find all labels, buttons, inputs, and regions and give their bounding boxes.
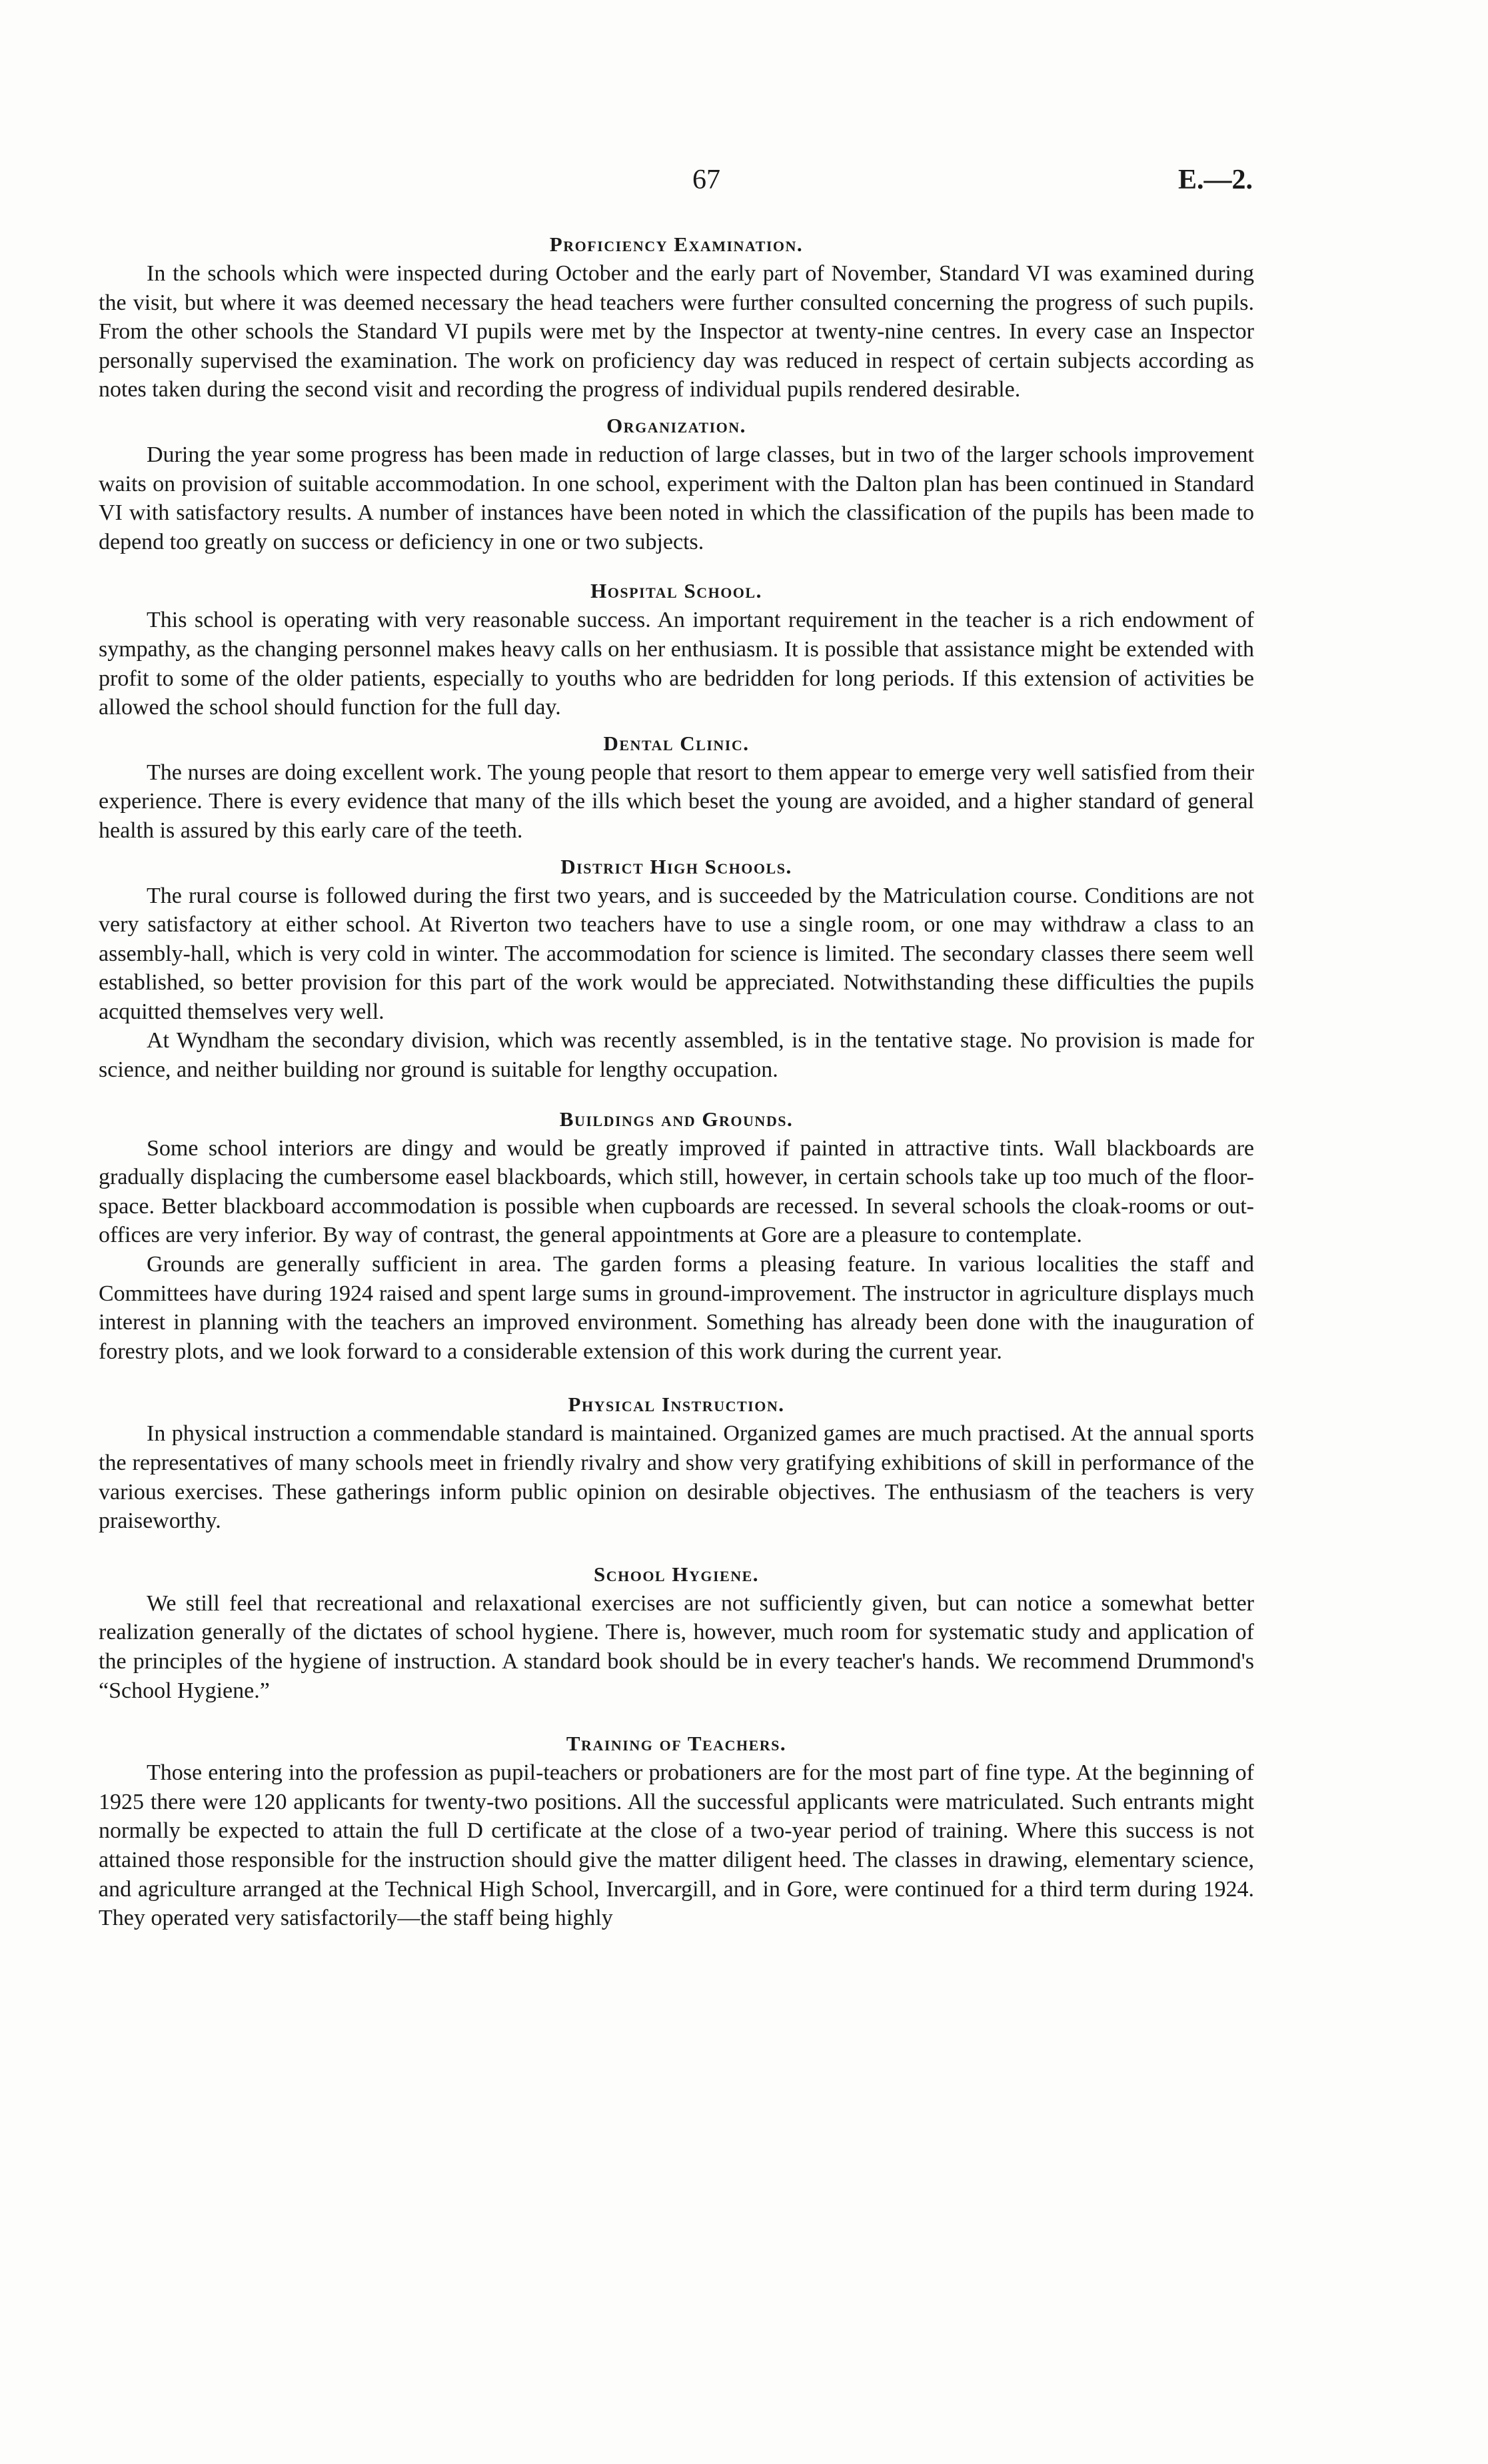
section-heading: Physical Instruction.	[568, 1393, 785, 1417]
section-school-hygiene	[99, 1560, 1254, 1705]
section-heading: Training of Teachers.	[566, 1732, 787, 1756]
paragraph: During the year some progress has been made in reduction of large classes, but in two of the larger schools improvement waits on provision of suitable accommodation. In one school, experiment with the Dalton plan has been continued in Standard VI with satisfactory results. A number of instances have been noted in which the classification of the pupils has been made to depend too greatly on success or deficiency in one or two subjects.	[99, 442, 1254, 554]
paragraph: Those entering into the profession as pupil-teachers or probationers are for the most part of fine type. At the beginning of 1925 there were 120 applicants for twenty-two positions. All the successful applicants were matriculated. Such entrants might normally be expected to attain the full D certificate at the close of a two-year period of training. Where this success is not attained those responsible for the instruction should give the matter diligent heed. The classes in drawing, elementary science, and agriculture arranged at the Technical High School, Invercargill, and in Gore, were continued for a third term during 1924. They operated very satisfactorily—the staff being highly	[99, 1760, 1254, 1931]
paragraph: The rural course is followed during the first two years, and is succeeded by the Matriculation course. Conditions are not very satisfactory at either school. At Riverton two teachers have to use a single room, or one may withdraw a class to an assembly-hall, which is very cold in winter. The accommodation for science is limited. The secondary classes there seem well established, so better provision for this part of the work would be appreciated. Notwithstanding these difficulties the pupils acquitted themselves very well.	[99, 883, 1254, 1024]
page-body	[99, 230, 1254, 1933]
section-buildings-and-grounds	[99, 1105, 1254, 1367]
section-heading: Proficiency Examination.	[549, 233, 804, 256]
section-physical-instruction	[99, 1390, 1254, 1535]
paragraph: In physical instruction a commendable standard is maintained. Organized games are much practised. At the annual sports the representatives of many schools meet in friendly rivalry and show very gratifying exhibitions of skill in performance of the various exercises. These gatherings inform public opinion on desirable objectives. The enthusiasm of the teachers is very praiseworthy.	[99, 1421, 1254, 1534]
section-heading: Organization.	[606, 413, 746, 437]
section-proficiency-examination	[99, 230, 1254, 404]
paragraph: This school is operating with very reasonable success. An important requirement in the teacher is a rich endowment of sympathy, as the changing personnel makes heavy calls on her enthusiasm. It is possible that assistance might be extended with profit to some of the older patients, especially to youths who are bedridden for long periods. If this extension of activities be allowed the school should function for the full day.	[99, 608, 1254, 720]
paragraph: At Wyndham the secondary division, which was recently assembled, is in the tentative stage. No provision is made for science, and neither building nor ground is suitable for lengthy occupation.	[99, 1028, 1254, 1083]
section-dental-clinic	[99, 729, 1254, 846]
section-heading: Buildings and Grounds.	[559, 1107, 794, 1131]
section-heading: Hospital School.	[590, 579, 762, 603]
paragraph: We still feel that recreational and relaxational exercises are not sufficiently given, but can notice a somewhat better realization generally of the dictates of school hygiene. There is, however, much room for systematic study and application of the principles of the hygiene of instruction. A standard book should be in every teacher's hands. We recommend Drummond's “School Hygiene.”	[99, 1590, 1254, 1703]
section-training-of-teachers	[99, 1729, 1254, 1933]
section-district-high-schools	[99, 852, 1254, 1085]
document-reference: E.—2.	[1177, 165, 1253, 195]
paragraph: Grounds are generally sufficient in area. The garden forms a pleasing feature. In various localities the staff and Committees have during 1924 raised and spent large sums in ground-improvement. The instructor in agriculture displays much interest in planning with the teachers an improved environment. Something has already been done with the inauguration of forestry plots, and we look forward to a considerable extension of this work during the current year.	[99, 1252, 1254, 1364]
page-number: 67	[692, 165, 720, 195]
paragraph: The nurses are doing excellent work. The young people that resort to them appear to emerge very well satisfied from their experience. There is every evidence that many of the ills which beset the young are avoided, and a higher standard of general health is assured by this early care of the teeth.	[99, 760, 1254, 843]
paragraph: In the schools which were inspected during October and the early part of November, Standard VI was examined during the visit, but where it was deemed necessary the head teachers were further consulted concerning the progress of such pupils. From the other schools the Standard VI pupils were met by the Inspector at twenty-nine centres. In every case an Inspector personally supervised the examination. The work on proficiency day was reduced in respect of certain subjects according as notes taken during the second visit and recording the progress of individual pupils rendered desirable.	[99, 261, 1254, 402]
section-heading: District High Schools.	[560, 854, 792, 878]
section-hospital-school	[99, 576, 1254, 722]
section-heading: School Hygiene.	[593, 1562, 760, 1586]
paragraph: Some school interiors are dingy and would be greatly improved if painted in attractive tints. Wall blackboards are gradually displacing the cumbersome easel blackboards, which still, however, in certain schools take up too much of the floor-space. Better blackboard accommodation is possible when cupboards are recessed. In several schools the cloak-rooms or out-offices are very inferior. By way of contrast, the general appointments at Gore are a pleasure to contemplate.	[99, 1135, 1254, 1248]
section-heading: Dental Clinic.	[603, 731, 750, 755]
section-organization	[99, 411, 1254, 556]
